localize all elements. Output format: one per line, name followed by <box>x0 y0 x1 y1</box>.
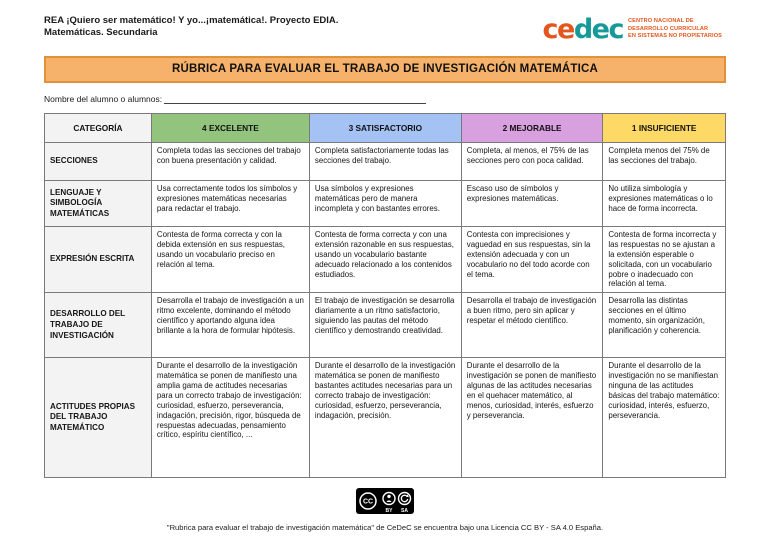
cedec-logo-wordmark <box>543 16 623 43</box>
logo-word-orange: ce <box>542 14 574 45</box>
cell-expresion-excelente: Contesta de forma correcta y con la debida extensión en sus respuestas, usando un vocabulario preciso en relación al tema. <box>151 227 309 293</box>
row-category-label: LENGUAJE Y SIMBOLOGÍA MATEMÁTICAS <box>45 181 152 227</box>
row-category-label: EXPRESIÓN ESCRITA <box>45 227 152 293</box>
cedec-tagline-line1: CENTRO NACIONAL DE <box>628 18 694 25</box>
cell-desarrollo-mejorable: Desarrolla el trabajo de investigación a buen ritmo, pero sin aplicar y respetar el método científico. <box>461 293 603 358</box>
column-header-satisfactorio: 3 SATISFACTORIO <box>309 114 461 143</box>
student-name-line <box>44 94 726 104</box>
cell-actitudes-mejorable: Durante el desarrollo de la investigación se ponen de manifiesto algunas de las actitudes necesarias en el quehacer matemático, al menos, curiosidad, interés, esfuerzo y perseverancia. <box>461 358 603 478</box>
column-header-excelente: 4 EXCELENTE <box>151 114 309 143</box>
project-title-line1: REA ¡Quiero ser matemático! Y yo...¡matemática!. Proyecto EDIA. <box>44 15 339 26</box>
logo-word-teal: dec <box>573 14 624 45</box>
cell-desarrollo-satisfactorio: El trabajo de investigación se desarrolla diariamente a un ritmo satisfactorio, siguiendo las pautas del método científico y demostrando creatividad. <box>309 293 461 358</box>
cell-secciones-satisfactorio: Completa satisfactoriamente todas las secciones del trabajo. <box>309 143 461 181</box>
table-row-secciones <box>45 143 726 181</box>
top-header <box>44 15 726 43</box>
row-category-label: SECCIONES <box>45 143 152 181</box>
table-row-lenguaje <box>45 181 726 227</box>
cell-expresion-satisfactorio: Contesta de forma correcta y con una extensión razonable en sus respuestas, usando un vocabulario bastante adecuado relacionado a los contenidos estudiados. <box>309 227 461 293</box>
cedec-tagline-line3: EN SISTEMAS NO PROPIETARIOS <box>628 33 722 40</box>
column-header-categoria: CATEGORÍA <box>45 114 152 143</box>
footer <box>44 488 726 532</box>
title-banner <box>44 56 726 83</box>
cell-lenguaje-excelente: Usa correctamente todos los símbolos y expresiones matemáticas necesarias para redactar el trabajo. <box>151 181 309 227</box>
student-name-label: Nombre del alumno o alumnos: <box>44 94 163 104</box>
cell-expresion-mejorable: Contesta con imprecisiones y vaguedad en sus respuestas, sin la extensión adecuada y con un vocabulario no del todo acorde con el tema. <box>461 227 603 293</box>
rubric-header-row <box>45 114 726 143</box>
cell-secciones-excelente: Completa todas las secciones del trabajo con buena presentación y calidad. <box>151 143 309 181</box>
page-title: RÚBRICA PARA EVALUAR EL TRABAJO DE INVESTIGACIÓN MATEMÁTICA <box>171 63 599 75</box>
cell-lenguaje-satisfactorio: Usa símbolos y expresiones matemáticas pero de manera incompleta y con bastantes errores. <box>309 181 461 227</box>
cell-desarrollo-insuficiente: Desarrolla las distintas secciones en el último momento, sin organización, planificación y coherencia. <box>603 293 726 358</box>
student-name-blank <box>164 95 426 104</box>
svg-text:SA: SA <box>401 508 408 515</box>
cell-actitudes-insuficiente: Durante el desarrollo de la investigación no se manifiestan ninguna de las actitudes básicas del trabajo matemático: curiosidad, interés, esfuerzo, perseverancia. <box>603 358 726 478</box>
table-row-expresion <box>45 227 726 293</box>
column-header-mejorable: 2 MEJORABLE <box>461 114 603 143</box>
row-category-label: DESARROLLO DEL TRABAJO DE INVESTIGACIÓN <box>45 293 152 358</box>
cedec-logo <box>543 16 722 43</box>
project-title-line2: Matemáticas. Secundaria <box>44 27 158 39</box>
project-title <box>44 15 338 40</box>
cell-lenguaje-insuficiente: No utiliza simbología y expresiones matemáticas o lo hace de forma incorrecta. <box>603 181 726 227</box>
cell-desarrollo-excelente: Desarrolla el trabajo de investigación a un ritmo excelente, dominando el método científico y aportando alguna idea brillante a la hora de formular hipótesis. <box>151 293 309 358</box>
cell-lenguaje-mejorable: Escaso uso de símbolos y expresiones matemáticas. <box>461 181 603 227</box>
cc-license-badge <box>356 488 414 514</box>
cell-actitudes-excelente: Durante el desarrollo de la investigación matemática se ponen de manifiesto una amplia gama de actitudes necesarias para un correcto trabajo de investigación: curiosidad, esfuerzo, perseverancia, indagación, precisión, rigor, búsqueda de respuestas adecuadas, pensamiento crítico, espíritu científico, ... <box>151 358 309 478</box>
license-text: "Rubrica para evaluar el trabajo de investigación matemática" de CeDeC se encuentra bajo una Licencia CC BY - SA 4.0 España. <box>166 523 604 533</box>
cedec-tagline-line2: DESARROLLO CURRICULAR <box>628 25 709 32</box>
row-category-label: ACTITUDES PROPIAS DEL TRABAJO MATEMÁTICO <box>45 358 152 478</box>
rubric-table <box>44 113 726 478</box>
cell-actitudes-satisfactorio: Durante el desarrollo de la investigación matemática se ponen de manifiesto bastantes actitudes necesarias para un correcto trabajo de investigación: curiosidad, esfuerzo, perseverancia, indagación, precisión. <box>309 358 461 478</box>
svg-text:BY: BY <box>385 508 393 515</box>
table-row-actitudes <box>45 358 726 478</box>
cell-secciones-mejorable: Completa, al menos, el 75% de las secciones pero con poca calidad. <box>461 143 603 181</box>
table-row-desarrollo <box>45 293 726 358</box>
cell-expresion-insuficiente: Contesta de forma incorrecta y las respuestas no se ajustan a la extensión esperable o solicitada, con un vocabulario pobre o inadecuado con relación al tema. <box>603 227 726 293</box>
cell-secciones-insuficiente: Completa menos del 75% de las secciones del trabajo. <box>603 143 726 181</box>
column-header-insuficiente: 1 INSUFICIENTE <box>603 114 726 143</box>
cedec-tagline <box>628 18 722 41</box>
svg-text:CC: CC <box>362 498 374 506</box>
